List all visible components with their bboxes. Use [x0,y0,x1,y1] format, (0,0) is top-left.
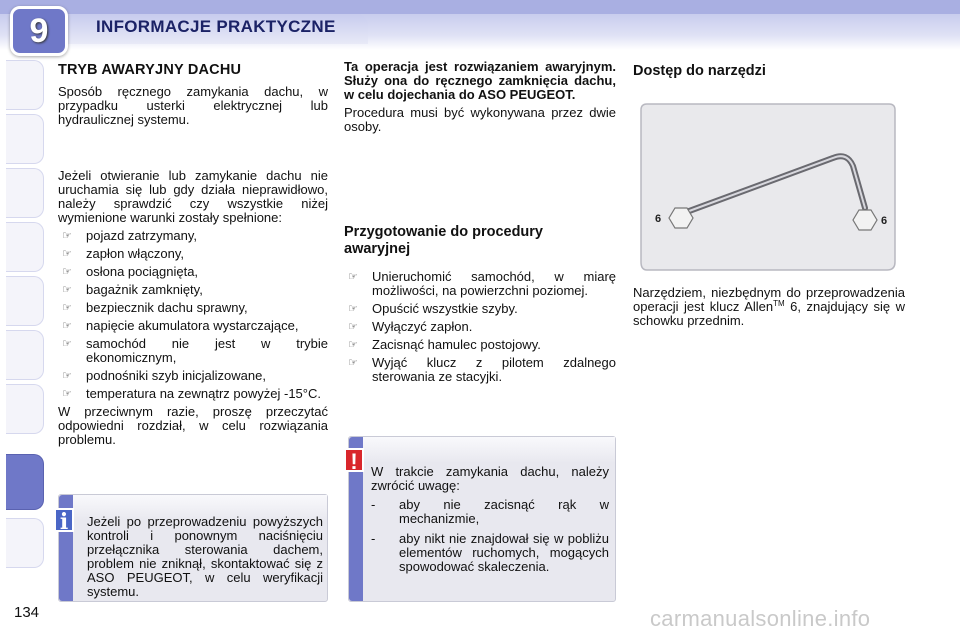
tools-caption: Narzędziem, niezbędnym do przeprowadzenia operacji jest klucz Allen™ 6, znajdujący się w schowku przednim. [633,285,905,328]
page-number: 134 [14,604,40,621]
list-item: - aby nikt nie znajdował się w pobliżu elementów ruchomych, mogących spowodować skaleczenia. [371,531,609,574]
side-tab-active[interactable] [6,454,44,510]
warning-note-body [371,465,609,580]
list-item: ☞ osłona pociągnięta, [62,264,199,279]
bullet-icon: ☞ [62,266,72,278]
side-tab[interactable] [6,330,44,380]
emergency-intro: Ta operacja jest rozwiązaniem awaryjnym. Służy ona do ręcznego zamknięcia dachu, w celu dojechania do ASO PEUGEOT. [344,59,616,102]
hex-right-icon [853,210,877,230]
list-item: ☞ bagażnik zamknięty, [62,282,203,297]
column-right [633,60,905,80]
allen-key-illustration [633,96,903,278]
chapter-side-tabs [0,60,48,580]
conditions-list [58,229,328,401]
warning-note [348,436,616,602]
side-tab[interactable] [6,168,44,218]
column-left [58,60,328,447]
info-note-text: Jeżeli po przeprowadzeniu powyższych kontroli i ponownym naciśnięciu przełącznika sterowania dachem, problem nie zniknął, skontaktować się z ASO PEUGEOT, w celu weryfikacji systemu. [87,514,323,599]
bullet-icon: ☞ [62,284,72,296]
conditions-intro: Jeżeli otwieranie lub zamykanie dachu nie uruchamia się lub gdy działa nieprawidłowo, należy sprawdzić czy wszystkie niżej wymienione warunki zostały spełnione: [58,168,328,225]
chapter-title: INFORMACJE PRAKTYCZNE [96,17,336,36]
header-band [0,0,960,14]
list-item: ☞ Unieruchomić samochód, w miarę możliwości, na powierzchni poziomej. [348,269,616,298]
hex-label-left: 6 [655,213,662,225]
list-item: ☞ napięcie akumulatora wystarczające, [62,318,299,333]
side-tab[interactable] [6,222,44,272]
bullet-icon: ☞ [62,320,72,332]
hex-label-right: 6 [881,215,888,227]
watermark: carmanualsonline.info [650,606,871,631]
list-item: ☞ samochód nie jest w trybie ekonomicznym, [62,336,328,365]
column-middle [344,60,616,388]
bullet-icon: ☞ [62,370,72,382]
bullet-icon: ☞ [62,230,72,242]
side-tab[interactable] [6,518,44,568]
list-item: ☞ bezpiecznik dachu sprawny, [62,300,248,315]
section-title: TRYB AWARYJNY DACHU [58,62,242,78]
prep-steps [344,270,616,384]
side-tab[interactable] [6,384,44,434]
note-gradient [363,437,615,463]
chapter-badge [10,6,68,56]
list-item: ☞ podnośniki szyb inicjalizowane, [62,368,266,383]
otherwise-paragraph: W przeciwnym razie, proszę przeczytać odpowiedni rozdział, w celu rozwiązania problemu. [58,404,328,447]
warning-intro: W trakcie zamykania dachu, należy zwrócić uwagę: [371,464,609,493]
side-tab[interactable] [6,60,44,110]
hex-left-icon [669,208,693,228]
list-item: ☞ Opuścić wszystkie szyby. [348,301,518,316]
info-icon: i [54,508,74,532]
list-item: ☞ temperatura na zewnątrz powyżej -15°C. [62,386,321,401]
bullet-icon: ☞ [62,338,72,350]
side-tab[interactable] [6,276,44,326]
bullet-icon: ☞ [62,388,72,400]
list-item: ☞ Zacisnąć hamulec postojowy. [348,337,541,352]
list-item: ☞ Wyjąć klucz z pilotem zdalnego sterowania ze stacyjki. [348,355,616,384]
warning-icon: ! [344,448,364,472]
side-tab[interactable] [6,114,44,164]
info-note [58,494,328,602]
bullet-icon: ☞ [348,321,358,333]
chapter-number: 9 [29,11,49,50]
bullet-icon: ☞ [348,271,358,283]
prep-title: Przygotowanie do procedury awaryjnej [344,224,543,257]
list-item: ☞ pojazd zatrzymany, [62,228,198,243]
intro-paragraph: Sposób ręcznego zamykania dachu, w przypadku usterki elektrycznej lub hydraulicznej systemu. [58,84,328,127]
list-item: ☞ zapłon włączony, [62,246,185,261]
bullet-icon: ☞ [348,303,358,315]
bullet-icon: ☞ [348,339,358,351]
list-item: - aby nie zacisnąć rąk w mechanizmie, [371,497,609,526]
tools-title: Dostęp do narzędzi [633,63,766,79]
warning-list [371,498,609,574]
two-people-note: Procedura musi być wykonywana przez dwie osoby. [344,105,616,134]
bullet-icon: ☞ [62,302,72,314]
trademark-sup: TM [773,299,785,308]
bullet-icon: ☞ [62,248,72,260]
bullet-icon: ☞ [348,357,358,369]
list-item: ☞ Wyłączyć zapłon. [348,319,473,334]
